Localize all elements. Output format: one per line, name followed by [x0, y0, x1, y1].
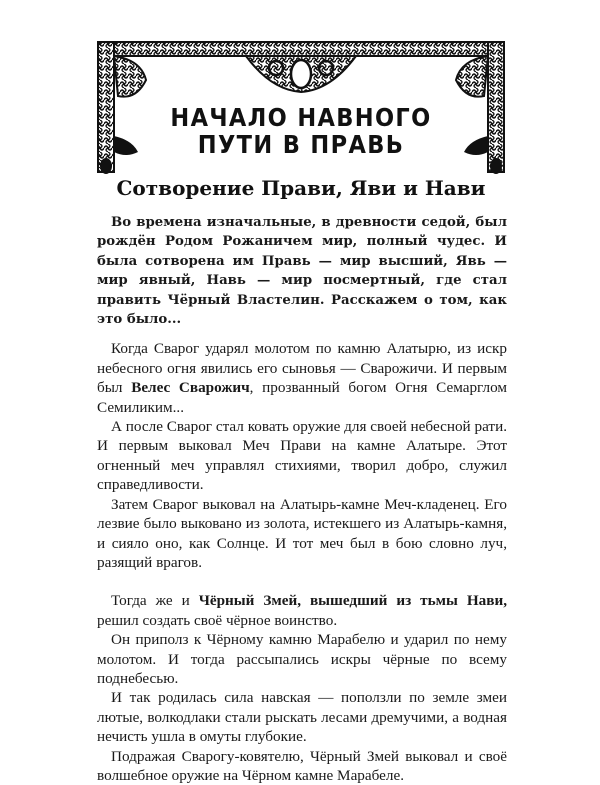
paragraph-2: А после Сварог стал ковать оружие для своей небесной рати. И первым выковал Меч Прави на камне Алатыре. Этот огненный меч управлял стихиями, творил добро, служил справедливости. — [97, 418, 507, 494]
paragraph-4-text: Тогда же и — [111, 592, 199, 610]
body-text — [97, 213, 507, 785]
paragraph-1-emphasis: Велес Сварожич — [131, 379, 250, 397]
paragraph-7: Подражая Сварогу-ковятелю, Чёрный Змей выковал и своё волшебное оружие на Чёрном камне Марабеле. — [97, 747, 507, 784]
paragraph-4-text-end: решил создать своё чёрное воинство. — [97, 611, 338, 629]
paragraph-3: Затем Сварог выковал на Алатырь-камне Меч-кладенец. Его лезвие было выковано из золота, истекшего из Алатырь-камня, и сияло оно, как Солнце. И тот меч был в бою словно луч, разящий врагов. — [97, 495, 507, 571]
paragraph-1-text-end: , прозванный богом Огня Семарглом Семиликим... — [97, 379, 507, 416]
paragraph-6: И так родилась сила навская — поползли по земле змеи лютые, волкодлаки стали рыскать лесами дремучими, а водная нечисть ушла в омуты глубокие. — [97, 689, 507, 746]
chapter-title — [117, 104, 486, 158]
paragraph-5: Он приполз к Чёрному камню Марабелю и ударил по нему молотом. И тогда рассыпались искры чёрные по всему поднебесью. — [97, 631, 507, 687]
paragraph-4-emphasis: Чёрный Змей, вышедший из тьмы Нави, — [198, 592, 507, 610]
paragraph-1 — [97, 339, 507, 417]
chapter-title-line-2: ПУТИ В ПРАВЬ — [197, 130, 405, 159]
chapter-title-line-1: НАЧАЛО НАВНОГО — [170, 103, 432, 132]
section-title: Сотворение Прави, Яви и Нави — [116, 176, 486, 200]
paragraph-4 — [97, 591, 507, 630]
lead-paragraph: Во времена изначальные, в древности седой, был рождён Родом Рожаничем мир, полный чудес. И была сотворена им Правь — мир высший, Явь — мир явный, Навь — мир посмертный, где стал править Чёрный Властелин. Расскажем о том, как это было... — [97, 215, 507, 328]
paragraph-1-text: Когда Сварог ударял молотом по камню Алатырю, из искр небесного огня явились его сыновья — Сварожичи. И первым был — [97, 340, 507, 397]
